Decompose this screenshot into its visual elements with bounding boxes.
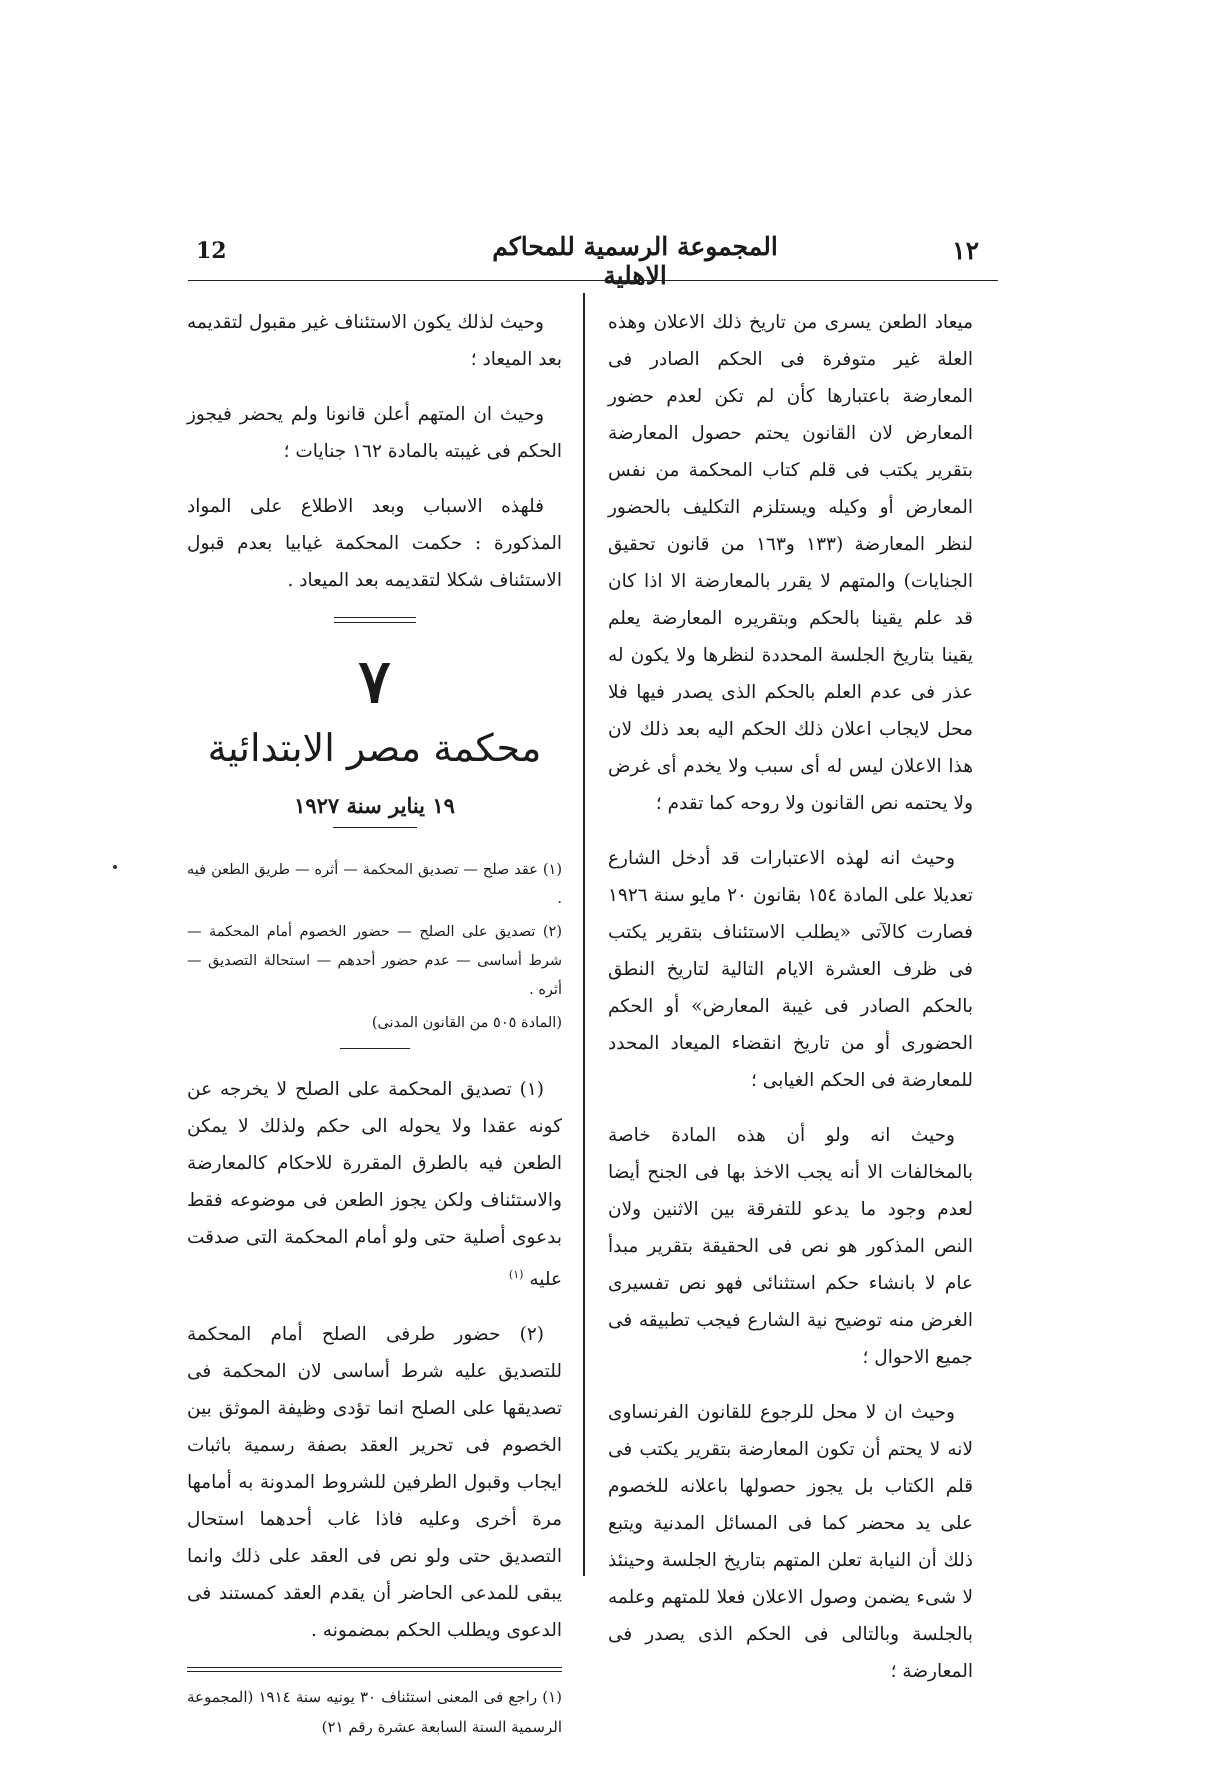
date-underline [333,827,417,828]
page-number-right: ١٢ [952,236,979,265]
right-column [608,304,973,1708]
right-paragraph-4: وحيث ان لا محل للرجوع للقانون الفرنساوى لانه لا يحتم أن تكون المعارضة بتقرير يكتب فى قلم الكتاب بل يجوز حصولها باعلانه للخصوم على يد محضر كما فى المسائل المدنية ويتبع ذلك أن النيابة تعلن المتهم بتاريخ الجلسة وحينئذ لا شىء يضمن وصول الاعلان فعلا للمتهم وعلمه بالجلسة وبالتالى فى الحكم الذى يصدر فى المعارضة ؛ [608,1402,973,1682]
headnote-1: (١) عقد صلح — تصديق المحكمة — أثره — طريق الطعن فيه . [187,862,562,907]
scan-speck [113,865,117,869]
left-paragraph-1: وحيث لذلك يكون الاستئناف غير مقبول لتقديمه بعد الميعاد ؛ [187,312,562,370]
court-name: محكمة مصر الابتدائية [207,726,542,770]
body-paragraph-1-text: (١) تصديق المحكمة على الصلح لا يخرجه عن كونه عقدا ولا يحوله الى حكم ولذلك لا يمكن الطعن فيه بالطرق المقررة للاحكام كالمعارضة والاستئناف ولكن يجوز الطعن فى موضوعه فقط بدعوى أصلية حتى ولو أمام المحكمة التى صدقت عليه [187,1079,562,1291]
right-paragraph-2: وحيث انه لهذه الاعتبارات قد أدخل الشارع تعديلا على المادة ١٥٤ بقانون ٢٠ مايو سنة ١٩٢٦ فصارت كالآتى «يطلب الاستئناف بتقرير يكتب فى ظرف العشرة الايام التالية لتاريخ النطق بالحكم الصادر فى غيبة المعارض» أو الحكم الحضورى أو من تاريخ انقضاء الميعاد المحدد للمعارضة فى الحكم الغيابى ؛ [608,848,973,1091]
header-rule [188,280,998,281]
headnote-divider [340,1048,410,1049]
footnote-rule-2 [187,1671,562,1672]
case-number: ٧ [358,647,391,717]
footnote-marker: (١) [508,1268,524,1281]
body-paragraph-1 [187,1071,562,1298]
page-number-left: 12 [196,238,227,264]
body-paragraph-2: (٢) حضور طرفى الصلح أمام المحكمة للتصديق عليه شرط أساسى لان المحكمة فى تصديقها على الصلح انما تؤدى وظيفة الموثق بين الخصوم فى تحرير العقد بصفة رسمية باثبات ايجاب وقبول الطرفين للشروط المدونة به أمامها مرة أخرى وعليه فاذا غاب أحدهما استحال التصديق حتى ولو نص فى العقد على ذلك وانما يبقى للمدعى الحاضر أن يقدم العقد كمستند فى الدعوى ويطلب الحكم بمضمونه . [187,1324,562,1642]
column-divider [583,293,585,1576]
right-paragraph-1: ميعاد الطعن يسرى من تاريخ ذلك الاعلان وهذه العلة غير متوفرة فى الحكم الصادر فى المعارضة باعتبارها كأن لم تكن لعدم حضور المعارض لان القانون يحتم حصول المعارضة بتقرير يكتب فى قلم كتاب المحكمة من نفس المعارض أو وكيله ويستلزم التكليف بالحضور لنظر المعارضة (١٣٣ و١٦٣ من قانون تحقيق الجنايات) والمتهم لا يقرر بالمعارضة الا اذا كان قد علم يقينا بالحكم وبتقريره المعارضة يعلم يقينا بتاريخ الجلسة المحددة لنظرها ولا يكون له عذر فى عدم العلم بالحكم الذى يصدر فيها فلا محل لايجاب اعلان ذلك الحكم اليه بعد ذلك لان هذا الاعلان ليس له أى سبب ولا يخدم أى غرض ولا يحتمه نص القانون ولا روحه كما تقدم ؛ [608,312,973,814]
section-divider [334,617,416,623]
footnote-rule [187,1667,562,1668]
headnote-2: (٢) تصديق على الصلح — حضور الخصوم أمام المحكمة — شرط أساسى — عدم حضور أحدهم — استحالة التصديق — أثره . [187,924,562,998]
left-column [187,304,562,1742]
headnote-3: (المادة ٥٠٥ من القانون المدنى) [371,1015,562,1031]
left-paragraph-2: وحيث ان المتهم أعلن قانونا ولم يحضر فيجوز الحكم فى غيبته بالمادة ١٦٢ جنايات ؛ [187,404,562,462]
left-paragraph-3: فلهذه الاسباب وبعد الاطلاع على المواد المذكورة : حكمت المحكمة غيابيا بعدم قبول الاستئناف شكلا لتقديمه بعد الميعاد . [187,496,562,591]
decision-date: ١٩ يناير سنة ١٩٢٧ [294,793,455,818]
right-paragraph-3: وحيث انه ولو أن هذه المادة خاصة بالمخالفات الا أنه يجب الاخذ بها فى الجنح أيضا لعدم وجود ما يدعو للتفرقة بين الاثنين ولان النص المذكور هو نص فى الحقيقة بتقرير مبدأ عام لا بانشاء حكم استثنائى فهو نص تفسيرى الغرض منه توضيح نية الشارع فيجب تطبيقه فى جميع الاحوال ؛ [608,1125,973,1368]
running-title: المجموعة الرسمية للمحاكم الاهلية [492,232,778,290]
footnote: (١) راجع فى المعنى استئناف ٣٠ يونيه سنة ١٩١٤ (المجموعة الرسمية السنة السابعة عشرة رقم ٢١) [187,1688,562,1737]
